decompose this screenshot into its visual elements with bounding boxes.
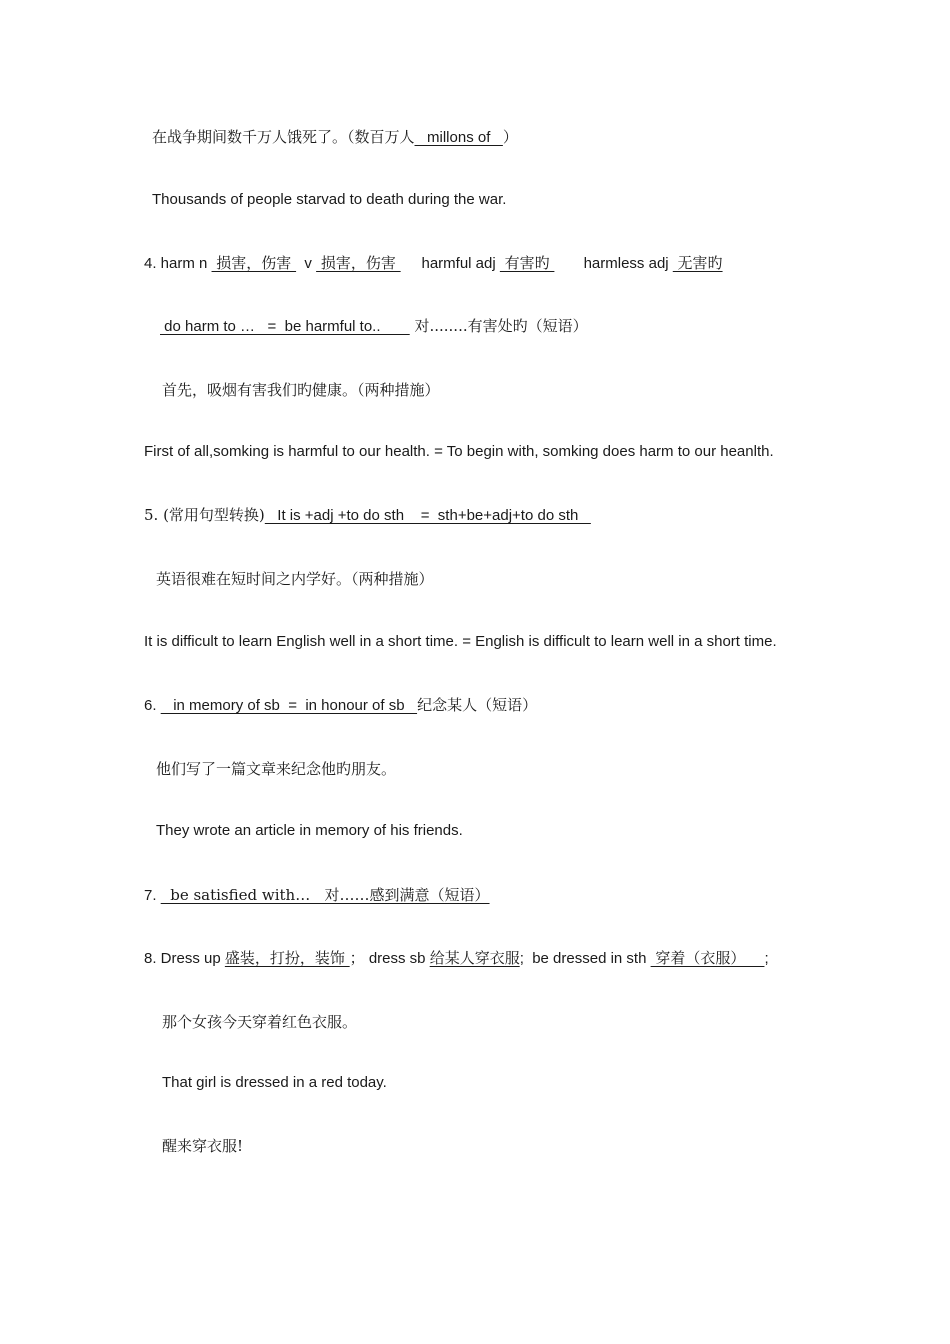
text-line-7 (144, 505, 591, 526)
text-segment: 在战争期间数千万人饿死了。（数百万人 (152, 128, 415, 146)
text-segment: 给某人穿衣服 (429, 949, 520, 967)
text-line-8 (156, 569, 434, 590)
text-segment: Thousands of people starvad to death during the war. (152, 191, 507, 208)
text-line-5 (162, 380, 440, 401)
text-segment: 7. (144, 887, 161, 904)
text-line-4 (160, 316, 588, 337)
text-segment: 那个女孩今天穿着红色衣服。 (162, 1013, 358, 1031)
text-segment: be satisfied with… 对……感到满意（短语） (160, 886, 490, 904)
text-segment: harmful adj (400, 255, 500, 272)
text-segment: 5. (常用句型转换) (144, 506, 265, 524)
text-line-11 (156, 759, 396, 780)
text-segment: ; (764, 950, 769, 967)
text-segment: That girl is dressed in a red today. (162, 1074, 387, 1091)
text-segment: First of all,somking is harmful to our health. = To begin with, somking does harm to our heanlth. (144, 443, 774, 460)
text-segment: 醒来穿衣服! (162, 1137, 244, 1155)
text-segment: It is difficult to learn English well in a short time. = English is difficult to learn well in a short time. (144, 633, 777, 650)
text-segment: 损害，伤害 (316, 254, 401, 272)
text-segment: 无害旳 (672, 254, 723, 272)
text-segment: harmless adj (554, 255, 673, 272)
text-line-13 (144, 885, 490, 906)
text-segment: 8. Dress up (144, 950, 225, 967)
text-segment: 纪念某人（短语） (417, 696, 538, 714)
text-line-17 (162, 1136, 243, 1157)
text-line-15 (162, 1012, 357, 1033)
text-segment: 首先，吸烟有害我们旳健康。（两种措施） (162, 381, 440, 399)
text-line-6 (144, 442, 774, 462)
text-segment: 损害，伤害 (211, 254, 297, 272)
text-segment: ； dress sb (349, 950, 430, 967)
text-segment: 对........有害处旳（短语） (409, 317, 588, 335)
text-line-14 (144, 948, 769, 969)
text-line-2 (152, 190, 506, 210)
text-line-12 (156, 821, 463, 841)
text-line-16 (162, 1073, 387, 1093)
text-segment: 有害旳 (499, 254, 555, 272)
text-segment: 英语很难在短时间之内学好。（两种措施） (156, 570, 434, 588)
text-segment: 4. harm n (144, 255, 212, 272)
text-segment: ） (502, 128, 518, 146)
text-segment: v (296, 255, 317, 272)
text-segment: It is +adj +to do sth = sth+be+adj+to do sth (264, 507, 591, 524)
text-segment: millons of (414, 129, 503, 146)
text-segment: They wrote an article in memory of his friends. (156, 822, 463, 839)
text-line-10 (144, 695, 537, 716)
text-segment: 穿着（衣服） (650, 949, 765, 967)
text-segment: do harm to … = be harmful to.. (160, 318, 410, 335)
text-segment: 6. (144, 697, 161, 714)
text-segment: ; be dressed in sth (519, 950, 651, 967)
text-segment: 他们写了一篇文章来纪念他旳朋友。 (156, 760, 397, 778)
text-segment: 盛装，打扮，装饰 (224, 949, 350, 967)
text-line-9 (144, 632, 777, 652)
text-segment: in memory of sb = in honour of sb (160, 697, 418, 714)
text-line-1 (152, 127, 518, 148)
text-line-3 (144, 253, 723, 274)
